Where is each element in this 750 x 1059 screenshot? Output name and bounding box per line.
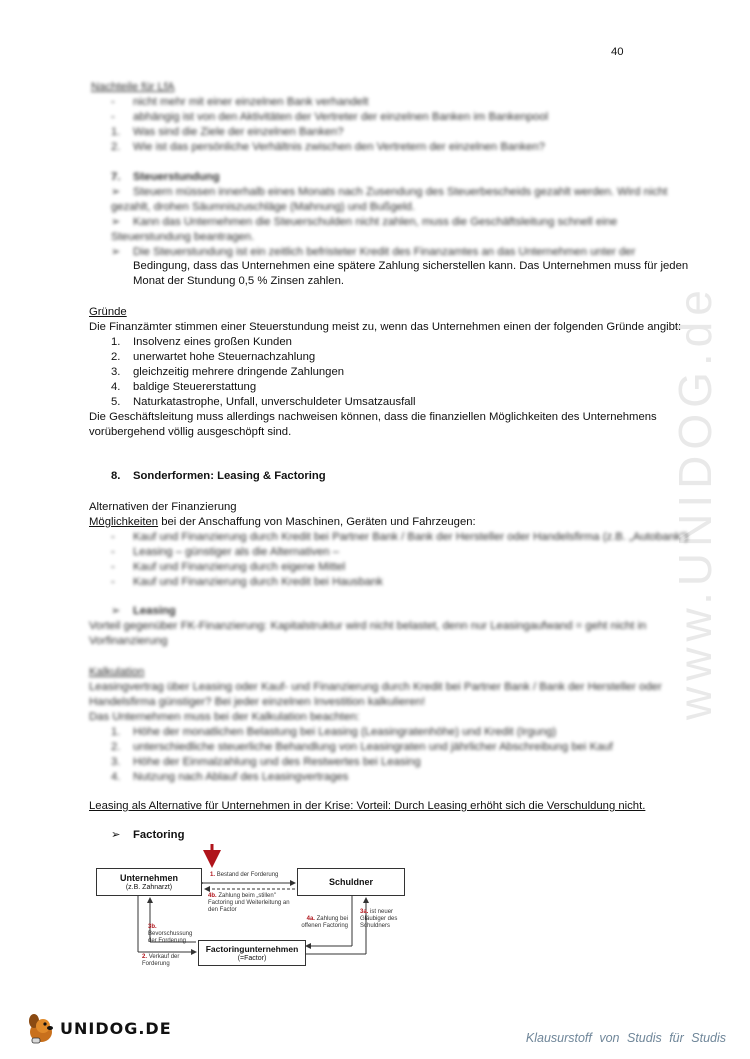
box-schuldner: Schuldner: [297, 868, 405, 896]
dog-icon: [26, 1012, 56, 1044]
blurred-section-7-heading: 7. Steuerstundung: [111, 171, 220, 183]
section-8-heading: 8. Sonderformen: Leasing & Factoring: [111, 470, 326, 482]
blurred-list-item: - Kauf und Finanzierung durch Kredit bei Partner Bank / Bank der Hersteller oder Handelsfirma (z.B. „Autobank"): [111, 531, 689, 543]
blurred-kalkulation-heading: Kalkulation: [89, 666, 145, 678]
watermark: www.UNIDOG.de: [669, 284, 721, 720]
page-number: 40: [611, 46, 624, 58]
label-4a: 4a. Zahlung bei offenen Factoring: [301, 916, 348, 929]
blurred-kalkulation-text-2: Das Unternehmen muss bei der Kalkulation beachten:: [89, 711, 360, 723]
stundung-continuation-line-1: Bedingung, dass das Unternehmen eine spätere Zahlung sicherstellen kann. Das Unternehmen muss für jeden: [133, 260, 689, 272]
box-factoringunternehmen: Factoringunternehmen (=Factor): [198, 940, 306, 966]
label-3a: 3a. ist neuer Gläubiger des Schuldners: [360, 909, 398, 929]
label-3b: 3b. Bevorschussung der Forderung: [148, 924, 193, 944]
blurred-list-item: - abhängig ist von den Aktivitäten der Vertreter der einzelnen Banken im Bankenpool: [111, 111, 549, 123]
blurred-arrow-item: ➢ Die Steuerstundung ist ein zeitlich befristeter Kredit des Finanzamtes an das Unternehmen unter der: [111, 246, 636, 258]
moeglichkeiten-label: Möglichkeiten: [89, 516, 159, 528]
label-1: 1. Bestand der Forderung: [210, 872, 279, 878]
alternativen-heading: Alternativen der Finanzierung: [89, 501, 237, 513]
moeglichkeiten-line: Möglichkeiten bei der Anschaffung von Maschinen, Geräten und Fahrzeugen:: [89, 516, 476, 528]
stundung-continuation-line-2: Monat der Stundung 0,5 % Zinsen zahlen.: [133, 275, 345, 287]
label-2: 2. Verkauf der Forderung: [142, 954, 180, 967]
label-4b: 4b. Zahlung beim „stillen" Factoring und Weiterleitung an den Factor: [208, 893, 290, 913]
leasing-krise-line: Leasing als Alternative für Unternehmen in der Krise: Vorteil: Durch Leasing erhöht sich die Verschuldung nicht.: [89, 800, 646, 812]
blurred-list-item: 2. Wie ist das persönliche Verhältnis zwischen den Vertretern der einzelnen Banken?: [111, 141, 545, 153]
gruende-closing-line-1: Die Geschäftsleitung muss allerdings nachweisen können, dass die finanziellen Möglichkeiten des Unternehmens: [89, 411, 657, 423]
gruende-closing-line-2: vorübergehend völlig ausgeschöpft sind.: [89, 426, 292, 438]
blurred-list-item: - Leasing – günstiger als die Alternativen –: [111, 546, 339, 558]
blurred-list-item: - Kauf und Finanzierung durch Kredit bei Hausbank: [111, 576, 383, 588]
blurred-arrow-item: ➢ Kann das Unternehmen die Steuerschulden nicht zahlen, muss die Geschäftsleitung schnell eine Steuerstundung beantragen.: [111, 216, 618, 243]
footer-tagline: Klausurstoff von Studis für Studis: [525, 1031, 726, 1045]
box-unternehmen: Unternehmen (z.B. Zahnarzt): [96, 868, 202, 896]
logo-text: UNIDOG.DE: [60, 1018, 172, 1038]
gruende-item: 3. gleichzeitig mehrere dringende Zahlungen: [111, 366, 345, 378]
gruende-item: 4. baldige Steuererstattung: [111, 381, 257, 393]
blurred-list-item: 4. Nutzung nach Ablauf des Leasingvertrages: [111, 771, 349, 783]
gruende-heading: Gründe: [89, 306, 127, 318]
gruende-item: 2. unerwartet hohe Steuernachzahlung: [111, 351, 316, 363]
unidog-logo[interactable]: [26, 1012, 172, 1044]
blurred-leasing-heading: ➢ Leasing: [111, 605, 176, 617]
blurred-list-item: 1. Was sind die Ziele der einzelnen Banken?: [111, 126, 344, 138]
blurred-leasing-text: Vorteil gegenüber FK-Finanzierung: Kapitalstruktur wird nicht belastet, denn nur Leasingaufwand = geht nicht in Vorfinanzierung: [89, 620, 647, 647]
blurred-list-item: - nicht mehr mit einer einzelnen Bank verhandelt: [111, 96, 369, 108]
factoring-diagram: [90, 842, 420, 972]
gruende-item: 5. Naturkatastrophe, Unfall, unverschuldeter Umsatzausfall: [111, 396, 416, 408]
blurred-list-item: 3. Höhe der Einmalzahlung und des Restwertes bei Leasing: [111, 756, 421, 768]
blurred-list-item: - Kauf und Finanzierung durch eigene Mittel: [111, 561, 346, 573]
gruende-item: 1. Insolvenz eines großen Kunden: [111, 336, 292, 348]
blurred-heading-nachteile: Nachteile für LfA: [91, 81, 175, 93]
blurred-kalkulation-text: Leasingvertrag über Leasing oder Kauf- und Finanzierung durch Kredit bei Partner Bank / Bank der Hersteller oder Handelsfirma günstiger? Bei jeder einzelnen Investition kalkulieren!: [89, 681, 662, 708]
factoring-heading: ➢ Factoring: [111, 829, 185, 841]
blurred-list-item: 2. unterschiedliche steuerliche Behandlung von Leasingraten und jährlicher Abschreibung bei Kauf: [111, 741, 613, 753]
blurred-list-item: 1. Höhe der monatlichen Belastung bei Leasing (Leasingratenhöhe) und Kredit (Irgung): [111, 726, 557, 738]
blurred-arrow-item: ➢ Steuern müssen innerhalb eines Monats nach Zusendung des Steuerbescheids gezahlt werden. Wird nicht gezahlt, drohen Säumniszuschläge (Mahnung) und Bußgeld.: [111, 186, 668, 213]
gruende-intro: Die Finanzämter stimmen einer Steuerstundung meist zu, wenn das Unternehmen einen der folgenden Gründe angibt:: [89, 321, 682, 333]
